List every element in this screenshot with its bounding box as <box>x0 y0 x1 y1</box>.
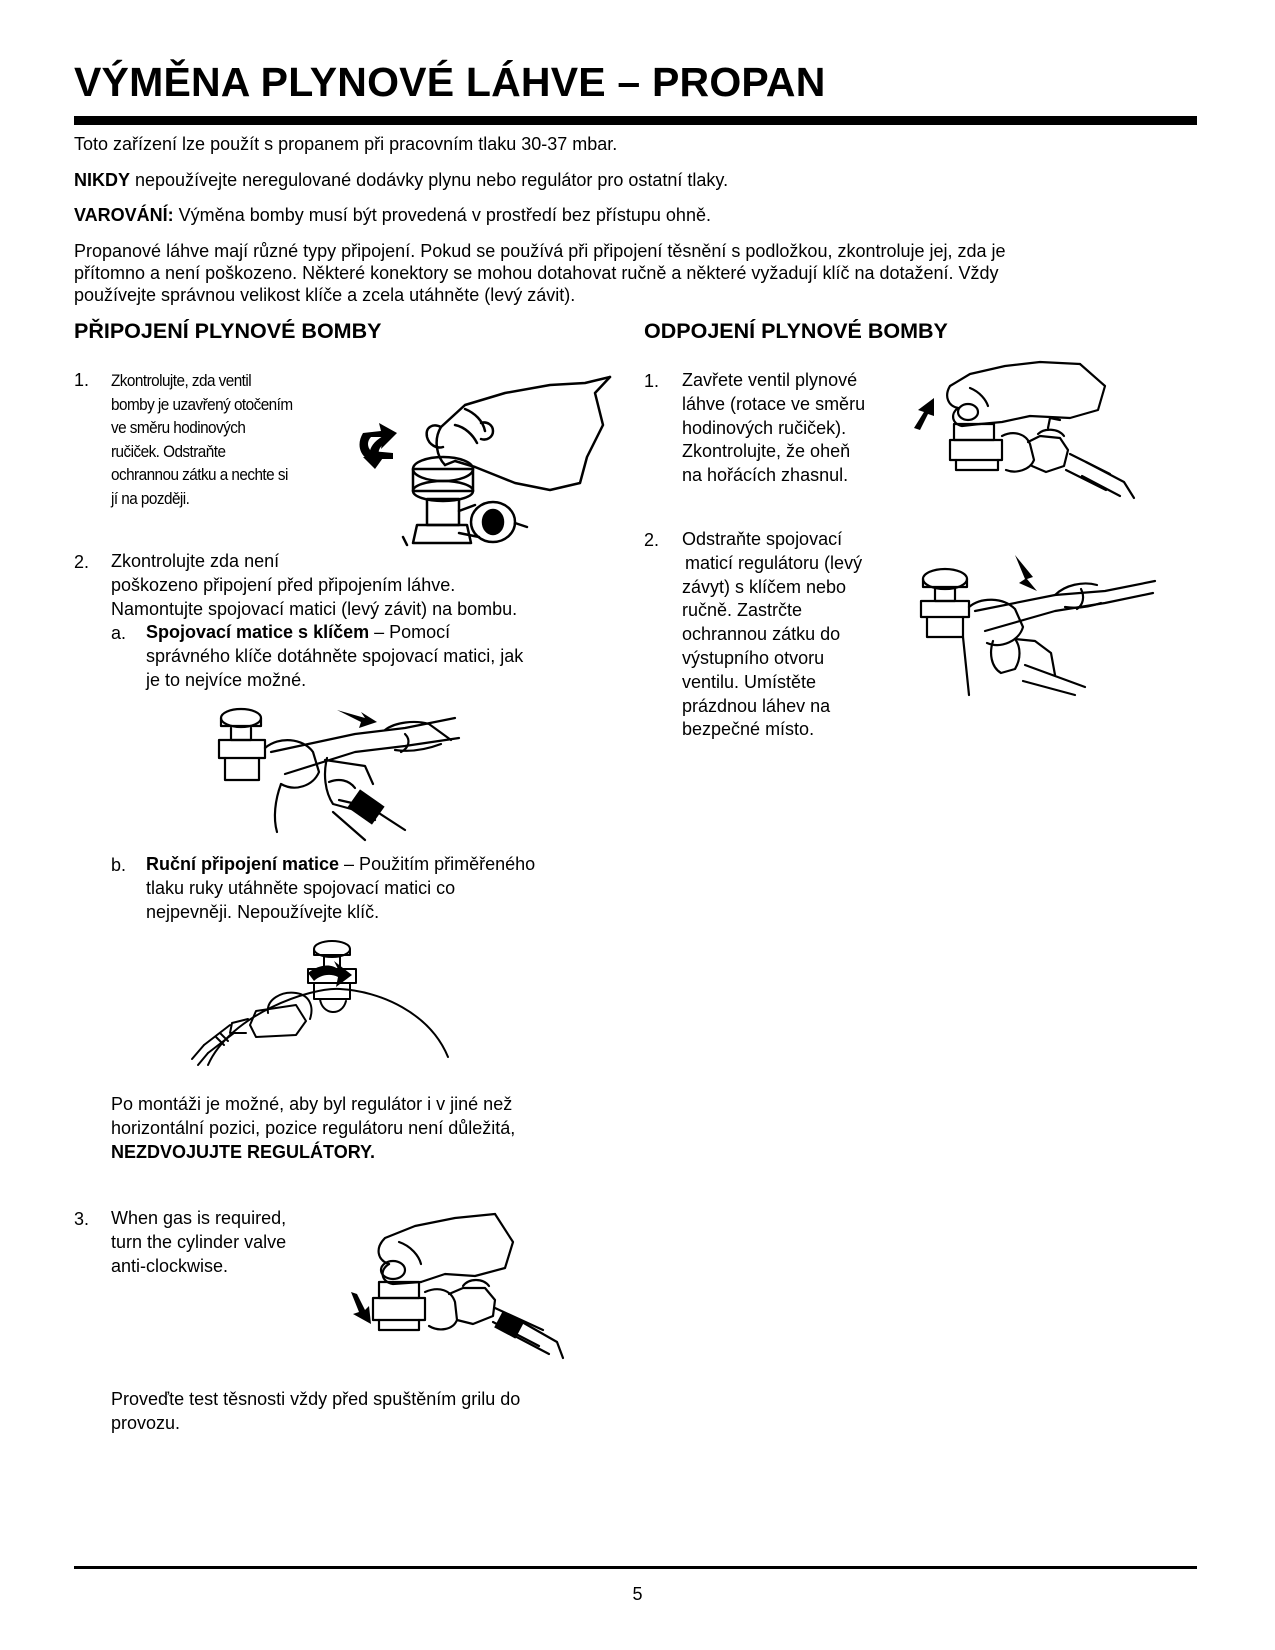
step2a-line: – Pomocí <box>369 622 451 642</box>
disconnect-step2-line: ručně. Zastrčte <box>682 600 803 621</box>
disconnect-step1-line: na hořácích zhasnul. <box>682 465 849 486</box>
note-line: Po montáži je možné, aby byl regulátor i v jiné než <box>111 1094 513 1114</box>
connect-step3-number: 3. <box>74 1209 90 1229</box>
step2b-line: tlaku ruky utáhněte spojovací matici co <box>146 877 456 898</box>
connect-step2a-text <box>146 621 523 692</box>
connect-step1-number: 1. <box>74 370 90 390</box>
step2b-bold-label: Ruční připojení matice <box>146 854 340 874</box>
connect-step1-line: jí na později. <box>111 488 190 508</box>
leak-test-line: provozu. <box>111 1412 181 1433</box>
disconnect-step2-number: 2. <box>644 530 660 550</box>
intro-connections-line3: používejte správnou velikost klíče a zcela utáhněte (levý závit). <box>74 285 576 305</box>
page-title: VÝMĚNA PLYNOVÉ LÁHVE – PROPAN <box>74 59 826 105</box>
connect-step2-number: 2. <box>74 552 90 572</box>
disconnect-step2-line: závyt) s klíčem nebo <box>682 576 847 597</box>
connect-step1-line: Zkontrolujte, zda ventil <box>111 371 252 390</box>
title-underline <box>74 116 1197 125</box>
connect-step3-text <box>111 1207 286 1278</box>
connect-step1-line: bomby je uzavřený otočením <box>111 394 293 414</box>
connect-step3-line: turn the cylinder valve <box>111 1231 287 1252</box>
connect-step1-text <box>111 369 293 510</box>
wrench-tighten-nut-illustration <box>215 700 475 850</box>
hand-connect-regulator-illustration <box>190 935 460 1080</box>
connect-step2-line: poškozeno připojení před připojením láhve. <box>111 574 456 595</box>
disconnect-step2-line: ventilu. Umístěte <box>682 671 817 692</box>
step2b-line: – Použitím přiměřeného <box>339 854 536 874</box>
disconnect-step1-line: Zavřete ventil plynové <box>682 370 858 390</box>
disconnect-step1-line: hodinových ručiček). <box>682 417 847 438</box>
connect-step1-line: ochrannou zátku a nechte si <box>111 465 288 484</box>
connect-step2a-number: a. <box>111 623 127 643</box>
disconnect-step2-text <box>682 528 862 742</box>
intro-never: NIKDY nepoužívejte neregulované dodávky plynu nebo regulátor pro ostatní tlaky. <box>74 170 729 190</box>
valve-open-hand-illustration <box>345 1212 570 1362</box>
connect-heading: PŘIPOJENÍ PLYNOVÉ BOMBY <box>74 319 382 343</box>
note-warning-bold: NEZDVOJUJTE REGULÁTORY. <box>111 1141 376 1162</box>
note-line: horizontální pozici, pozice regulátoru není důležitá, <box>111 1117 516 1138</box>
valve-close-hand-illustration <box>355 365 625 550</box>
step2a-bold-label: Spojovací matice s klíčem <box>146 622 370 642</box>
disconnect-step2-line: maticí regulátoru (levý <box>685 552 863 573</box>
connect-step2-line: Zkontrolujte zda není <box>111 551 280 571</box>
footer-rule <box>74 1566 1197 1569</box>
disconnect-step2-line: Odstraňte spojovací <box>682 529 843 549</box>
connect-step1-line: ručiček. Odstraňte <box>111 441 226 461</box>
disconnect-step2-line: prázdnou láhev na <box>682 695 831 716</box>
disconnect-step2-line: výstupního otvoru <box>682 647 825 668</box>
step2b-line: nejpevněji. Nepoužívejte klíč. <box>146 901 380 922</box>
connect-step3-line: anti-clockwise. <box>111 1255 229 1276</box>
connect-mounting-note <box>111 1093 515 1164</box>
disconnect-step2-line: ochrannou zátku do <box>682 624 841 645</box>
intro-pressure: Toto zařízení lze použít s propanem při pracovním tlaku 30-37 mbar. <box>74 134 618 154</box>
disconnect-step1-line: Zkontrolujte, že oheň <box>682 441 851 462</box>
disconnect-step2-line: bezpečné místo. <box>682 719 815 740</box>
page-number: 5 <box>632 1584 643 1604</box>
leak-test-note <box>111 1388 520 1436</box>
disconnect-heading: ODPOJENÍ PLYNOVÉ BOMBY <box>644 319 948 343</box>
connect-step2b-number: b. <box>111 855 127 875</box>
valve-close-regulator-illustration <box>910 358 1170 508</box>
connect-step2b-text <box>146 853 535 924</box>
intro-warning: VAROVÁNÍ: Výměna bomby musí být provedená v prostředí bez přístupu ohně. <box>74 205 711 225</box>
disconnect-step1-text <box>682 369 865 488</box>
connect-step2-text <box>111 550 517 621</box>
leak-test-line: Proveďte test těsnosti vždy před spuštěním grilu do <box>111 1389 521 1409</box>
intro-connections-line2: přítomno a není poškozeno. Některé konektory se mohou dotahovat ručně a některé vyžadují klíč na dotažení. Vždy <box>74 263 999 283</box>
intro-connections-line1: Propanové láhve mají různé typy připojení. Pokud se používá při připojení těsnění s podložkou, zkontroluje jej, zda je <box>74 241 1006 261</box>
disconnect-step1-number: 1. <box>644 371 660 391</box>
step2a-line: je to nejvíce možné. <box>146 669 307 690</box>
connect-step1-line: ve směru hodinových <box>111 418 246 437</box>
disconnect-step1-line: láhve (rotace ve směru <box>682 393 866 414</box>
connect-step2-line: Namontujte spojovací matici (levý závit) na bombu. <box>111 598 518 619</box>
step2a-line: správného klíče dotáhněte spojovací matici, jak <box>146 645 524 666</box>
wrench-remove-nut-illustration <box>905 545 1170 695</box>
connect-step3-line: When gas is required, <box>111 1208 287 1228</box>
